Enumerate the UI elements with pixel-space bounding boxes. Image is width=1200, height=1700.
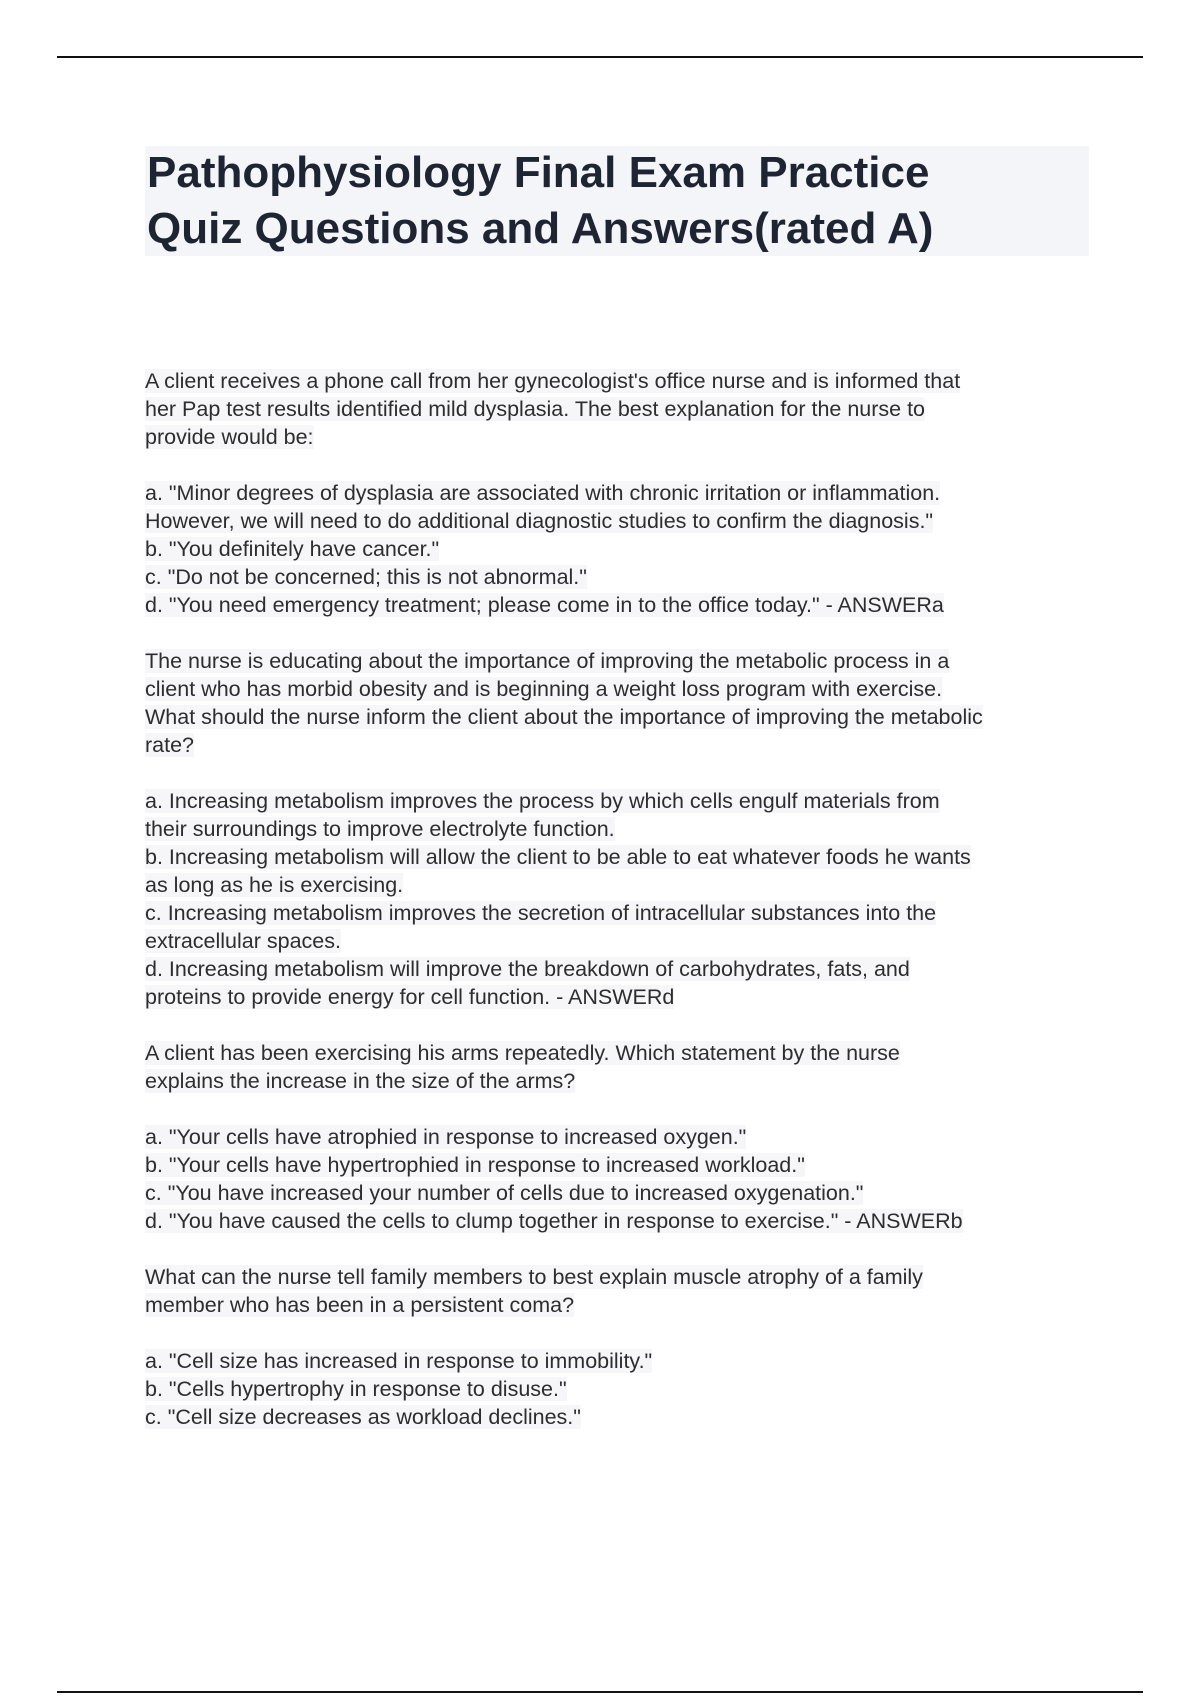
stem-line: A client receives a phone call from her gynecologist's office nurse and is informed that xyxy=(145,369,961,393)
stem-line: A client has been exercising his arms repeatedly. Which statement by the nurse xyxy=(145,1041,900,1065)
option-line: c. "Do not be concerned; this is not abnormal." xyxy=(145,565,587,589)
option-line: b. "You definitely have cancer." xyxy=(145,537,440,561)
question-stem xyxy=(145,1263,1095,1319)
option-line: However, we will need to do additional diagnostic studies to confirm the diagnosis." xyxy=(145,509,934,533)
option-line: a. "Minor degrees of dysplasia are associated with chronic irritation or inflammation. xyxy=(145,481,941,505)
option-line: a. Increasing metabolism improves the process by which cells engulf materials from xyxy=(145,789,940,813)
title-line-2: Quiz Questions and Answers(rated A) xyxy=(147,204,934,253)
option-line: b. Increasing metabolism will allow the client to be able to eat whatever foods he wants xyxy=(145,845,971,869)
stem-line: member who has been in a persistent coma? xyxy=(145,1293,575,1317)
stem-line: The nurse is educating about the importance of improving the metabolic process in a xyxy=(145,649,950,673)
title-line-1: Pathophysiology Final Exam Practice xyxy=(147,148,930,197)
answer-options xyxy=(145,1123,1095,1235)
stem-line: provide would be: xyxy=(145,425,314,449)
option-line: a. "Your cells have atrophied in response to increased oxygen." xyxy=(145,1125,747,1149)
question-stem xyxy=(145,367,1095,451)
option-line: their surroundings to improve electrolyte function. xyxy=(145,817,615,841)
option-line: c. "You have increased your number of cells due to increased oxygenation." xyxy=(145,1181,864,1205)
question-block xyxy=(145,647,1095,1011)
stem-line: her Pap test results identified mild dysplasia. The best explanation for the nurse to xyxy=(145,397,926,421)
bottom-rule xyxy=(57,1691,1143,1693)
stem-line: explains the increase in the size of the arms? xyxy=(145,1069,576,1093)
option-line-answer: proteins to provide energy for cell function. - ANSWERd xyxy=(145,985,675,1009)
answer-options xyxy=(145,479,1095,619)
option-line: as long as he is exercising. xyxy=(145,873,404,897)
option-line: a. "Cell size has increased in response to immobility." xyxy=(145,1349,653,1373)
option-line: d. Increasing metabolism will improve the breakdown of carbohydrates, fats, and xyxy=(145,957,910,981)
questions-list xyxy=(145,367,1095,1431)
stem-line: What should the nurse inform the client about the importance of improving the metabolic xyxy=(145,705,983,729)
top-rule xyxy=(57,56,1143,58)
question-block xyxy=(145,1263,1095,1431)
option-line: c. Increasing metabolism improves the secretion of intracellular substances into the xyxy=(145,901,937,925)
option-line-answer: d. "You have caused the cells to clump together in response to exercise." - ANSWERb xyxy=(145,1209,963,1233)
question-stem xyxy=(145,1039,1095,1095)
option-line: b. "Your cells have hypertrophied in response to increased workload." xyxy=(145,1153,805,1177)
option-line-answer: d. "You need emergency treatment; please come in to the office today." - ANSWERa xyxy=(145,593,944,617)
option-line: b. "Cells hypertrophy in response to disuse." xyxy=(145,1377,567,1401)
answer-options xyxy=(145,1347,1095,1431)
stem-line: client who has morbid obesity and is beginning a weight loss program with exercise. xyxy=(145,677,943,701)
document-title xyxy=(145,146,1089,256)
question-block xyxy=(145,367,1095,619)
stem-line: rate? xyxy=(145,733,195,757)
stem-line: What can the nurse tell family members to best explain muscle atrophy of a family xyxy=(145,1265,923,1289)
option-line: c. "Cell size decreases as workload declines." xyxy=(145,1405,581,1429)
question-block xyxy=(145,1039,1095,1235)
question-stem xyxy=(145,647,1095,759)
option-line: extracellular spaces. xyxy=(145,929,341,953)
answer-options xyxy=(145,787,1095,1011)
